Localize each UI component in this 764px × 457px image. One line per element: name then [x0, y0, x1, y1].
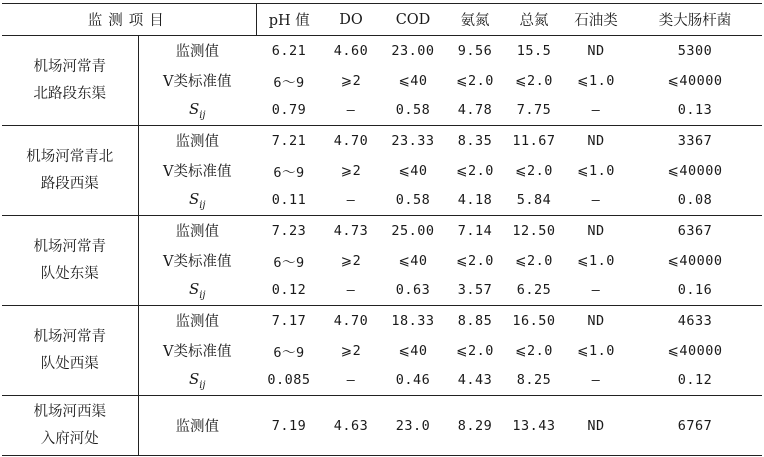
sij-row-label	[138, 276, 256, 306]
sij-value-cell: 4.18	[446, 186, 504, 216]
sij-value-cell: —	[322, 276, 380, 306]
measured-value-cell: 4.60	[333, 42, 369, 59]
site-name-cell	[2, 36, 138, 126]
measured-value-cell: 6.21	[271, 42, 307, 59]
measured-row-label: 监测值	[175, 44, 219, 61]
site-name-cell	[2, 306, 138, 396]
measured-value-cell: 8.29	[457, 417, 493, 434]
measured-value-cell: 16.50	[512, 312, 556, 329]
standard-value-cell: ⩽40000	[667, 252, 723, 269]
sij-value-cell: 0.11	[256, 186, 322, 216]
measured-value-cell: 23.0	[395, 417, 431, 434]
standard-value-cell: 6～9	[273, 164, 305, 181]
sij-value-cell: 0.79	[256, 96, 322, 126]
site-name-line: 机场河常青北	[26, 148, 114, 165]
table-row	[2, 396, 762, 456]
sij-value-cell: 0.58	[380, 96, 446, 126]
sij-value-cell: 8.25	[504, 366, 564, 396]
measured-row-label: 监测值	[175, 224, 219, 241]
site-name-line: 路段西渠	[40, 175, 99, 192]
sij-value-cell: 0.58	[380, 186, 446, 216]
standard-row-label: V类标准值	[163, 74, 232, 90]
site-name-line: 北路段东渠	[33, 85, 106, 102]
measured-value-cell: ND	[587, 222, 605, 239]
sij-value-cell: —	[564, 96, 628, 126]
standard-value-cell: ⩽40	[398, 72, 428, 89]
measured-value-cell: 18.33	[391, 312, 435, 329]
standard-value-cell: ⩽40000	[667, 342, 723, 359]
measured-value-cell: 3367	[677, 132, 713, 149]
measured-value-cell: 4.70	[333, 132, 369, 149]
standard-value-cell: 6～9	[273, 254, 305, 271]
site-name-line: 队处西渠	[40, 355, 99, 372]
standard-value-cell: ⩽1.0	[577, 252, 615, 269]
sij-value-cell: —	[322, 186, 380, 216]
standard-value-cell: 6～9	[273, 74, 305, 91]
standard-value-cell: ⩽1.0	[577, 162, 615, 179]
measured-value-cell: 6367	[677, 222, 713, 239]
standard-value-cell: ⩽1.0	[577, 72, 615, 89]
sij-value-cell: —	[564, 366, 628, 396]
sij-subscript: ij	[199, 109, 206, 121]
standard-value-cell: 6～9	[273, 344, 305, 361]
sij-value-cell: 0.13	[628, 96, 762, 126]
table-header-row	[2, 4, 762, 36]
standard-value-cell: ⩾2	[340, 252, 362, 269]
sij-value-cell: 0.16	[628, 276, 762, 306]
sij-value-cell: —	[564, 186, 628, 216]
measured-value-cell: 4633	[677, 312, 713, 329]
measured-value-cell: 13.43	[512, 417, 556, 434]
measured-value-cell: 11.67	[512, 132, 556, 149]
measured-value-cell: 12.50	[512, 222, 556, 239]
measured-value-cell: 23.00	[391, 42, 435, 59]
table-row	[2, 126, 762, 156]
measured-value-cell: 7.21	[271, 132, 307, 149]
measured-value-cell: 4.63	[333, 417, 369, 434]
sij-symbol: S	[188, 279, 200, 298]
header-do: DO	[322, 4, 380, 36]
site-name-line: 机场河西渠	[33, 403, 106, 420]
sij-value-cell: 4.43	[446, 366, 504, 396]
header-petroleum: 石油类	[564, 4, 628, 36]
sij-symbol: S	[188, 369, 200, 388]
sij-row-label	[138, 96, 256, 126]
sij-symbol: S	[188, 189, 200, 208]
water-quality-table	[2, 3, 762, 456]
site-name-line: 机场河常青	[33, 238, 106, 255]
site-name-cell	[2, 216, 138, 306]
header-ammonia-nitrogen: 氨氮	[446, 4, 504, 36]
measured-value-cell: 9.56	[457, 42, 493, 59]
header-coliform: 类大肠杆菌	[628, 4, 762, 36]
measured-value-cell: 23.33	[391, 132, 435, 149]
sij-row-label	[138, 366, 256, 396]
measured-value-cell: 6767	[677, 417, 713, 434]
header-ph: pH 值	[256, 4, 322, 36]
measured-value-cell: ND	[587, 312, 605, 329]
site-name-line: 机场河常青	[33, 328, 106, 345]
header-monitoring-item: 监测项目	[2, 4, 256, 36]
table-row	[2, 216, 762, 246]
standard-value-cell: ⩽40000	[667, 162, 723, 179]
measured-value-cell: 4.70	[333, 312, 369, 329]
sij-symbol: S	[188, 99, 200, 118]
sij-value-cell: 7.75	[504, 96, 564, 126]
standard-value-cell: ⩾2	[340, 342, 362, 359]
standard-value-cell: ⩽2.0	[515, 162, 553, 179]
sij-value-cell: 0.12	[628, 366, 762, 396]
standard-value-cell: ⩾2	[340, 72, 362, 89]
measured-value-cell: ND	[587, 132, 605, 149]
standard-row-label: V类标准值	[163, 344, 232, 360]
sij-value-cell: 0.08	[628, 186, 762, 216]
site-name-cell	[2, 396, 138, 456]
standard-value-cell: ⩽40	[398, 162, 428, 179]
sij-value-cell: 5.84	[504, 186, 564, 216]
sij-subscript: ij	[199, 199, 206, 211]
sij-value-cell: 0.46	[380, 366, 446, 396]
standard-value-cell: ⩽1.0	[577, 342, 615, 359]
site-name-cell	[2, 126, 138, 216]
measured-value-cell: 7.19	[271, 417, 307, 434]
measured-value-cell: ND	[587, 42, 605, 59]
measured-value-cell: 8.35	[457, 132, 493, 149]
standard-value-cell: ⩽2.0	[456, 252, 494, 269]
sij-subscript: ij	[199, 379, 206, 391]
standard-value-cell: ⩾2	[340, 162, 362, 179]
measured-row-label: 监测值	[175, 134, 219, 151]
standard-value-cell: ⩽40	[398, 252, 428, 269]
standard-row-label: V类标准值	[163, 254, 232, 270]
measured-row-label: 监测值	[175, 419, 219, 435]
measured-row-label: 监测值	[175, 314, 219, 331]
standard-value-cell: ⩽40000	[667, 72, 723, 89]
sij-value-cell: 0.12	[256, 276, 322, 306]
standard-row-label: V类标准值	[163, 164, 232, 180]
site-name-line: 机场河常青	[33, 58, 106, 75]
measured-value-cell: 25.00	[391, 222, 435, 239]
sij-subscript: ij	[199, 289, 206, 301]
sij-value-cell: 0.085	[256, 366, 322, 396]
standard-value-cell: ⩽2.0	[515, 252, 553, 269]
sij-value-cell: 3.57	[446, 276, 504, 306]
sij-value-cell: —	[322, 366, 380, 396]
measured-value-cell: 7.23	[271, 222, 307, 239]
standard-value-cell: ⩽40	[398, 342, 428, 359]
standard-value-cell: ⩽2.0	[456, 342, 494, 359]
measured-value-cell: 5300	[677, 42, 713, 59]
measured-value-cell: 15.5	[516, 42, 552, 59]
sij-value-cell: —	[322, 96, 380, 126]
header-cod: COD	[380, 4, 446, 36]
measured-value-cell: ND	[587, 417, 605, 434]
standard-value-cell: ⩽2.0	[456, 72, 494, 89]
site-name-line: 队处东渠	[40, 265, 99, 282]
sij-value-cell: 0.63	[380, 276, 446, 306]
measured-value-cell: 4.73	[333, 222, 369, 239]
table-row	[2, 36, 762, 66]
sij-row-label	[138, 186, 256, 216]
sij-value-cell: 4.78	[446, 96, 504, 126]
measured-value-cell: 7.17	[271, 312, 307, 329]
measured-value-cell: 7.14	[457, 222, 493, 239]
standard-value-cell: ⩽2.0	[515, 72, 553, 89]
measured-value-cell: 8.85	[457, 312, 493, 329]
sij-value-cell: —	[564, 276, 628, 306]
site-name-line: 入府河处	[40, 430, 99, 447]
standard-value-cell: ⩽2.0	[515, 342, 553, 359]
header-total-nitrogen: 总氮	[504, 4, 564, 36]
table-body	[2, 36, 762, 456]
sij-value-cell: 6.25	[504, 276, 564, 306]
table-row	[2, 306, 762, 336]
standard-value-cell: ⩽2.0	[456, 162, 494, 179]
